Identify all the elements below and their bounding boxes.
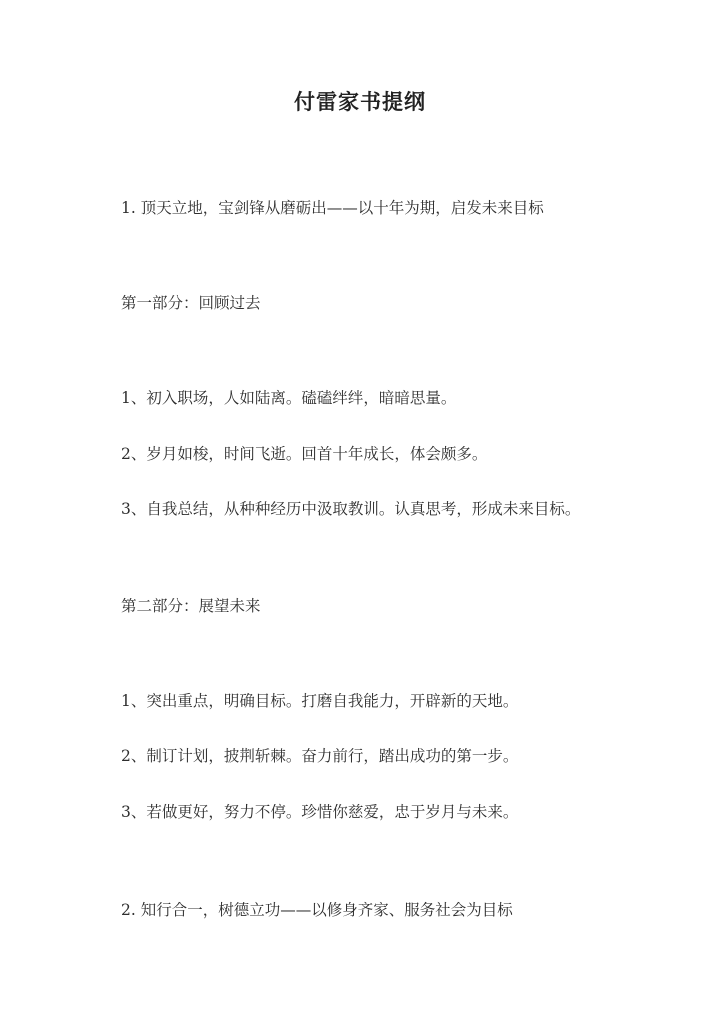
list-item-past-3: 3、自我总结，从种种经历中汲取教训。认真思考，形成未来目标。 [121,500,581,518]
list-item-future-2: 2、制订计划，披荆斩棘。奋力前行，踏出成功的第一步。 [121,747,519,765]
section-heading-1: 1. 顶天立地，宝剑锋从磨砺出——以十年为期，启发未来目标 [121,199,544,217]
section-heading-2: 2. 知行合一，树德立功——以修身齐家、服务社会为目标 [121,901,513,919]
part-heading-past: 第一部分：回顾过去 [121,294,261,312]
document-title: 付雷家书提纲 [294,89,426,114]
list-item-future-3: 3、若做更好，努力不停。珍惜你慈爱，忠于岁月与未来。 [121,803,519,821]
list-item-past-1: 1、初入职场，人如陆离。磕磕绊绊，暗暗思量。 [121,389,457,407]
part-heading-future: 第二部分：展望未来 [121,597,261,615]
list-item-future-1: 1、突出重点，明确目标。打磨自我能力，开辟新的天地。 [121,692,519,710]
list-item-past-2: 2、岁月如梭，时间飞逝。回首十年成长，体会颇多。 [121,445,488,463]
